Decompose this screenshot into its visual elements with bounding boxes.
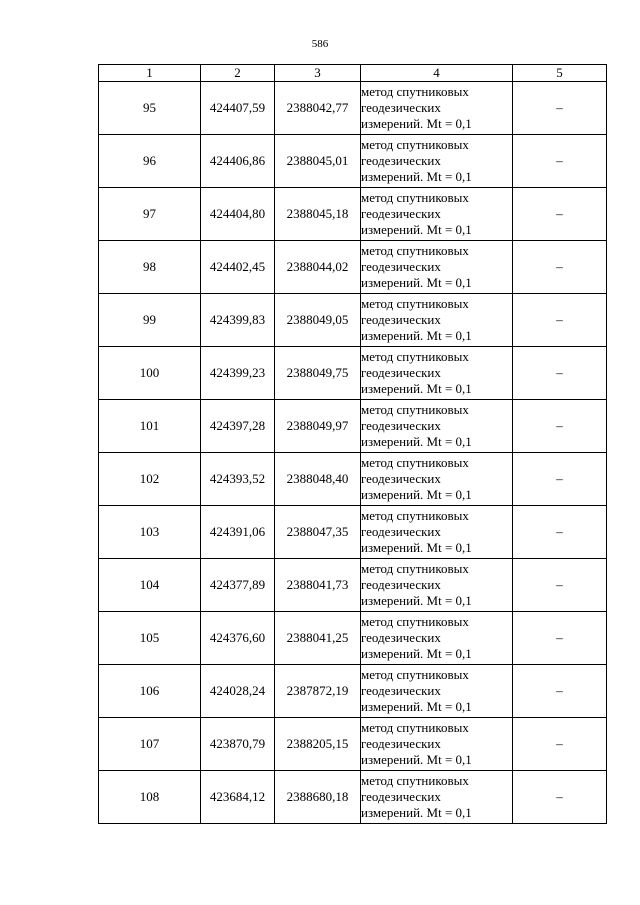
- table-body: [99, 82, 607, 824]
- method-line: измерений. Mt = 0,1: [361, 381, 472, 396]
- point-number-cell: 104: [99, 559, 201, 612]
- method-line: метод спутниковых: [361, 402, 469, 417]
- table-row: [99, 559, 607, 612]
- method-line: измерений. Mt = 0,1: [361, 487, 472, 502]
- x-coordinate-cell: 423684,12: [201, 771, 275, 824]
- x-coordinate-cell: 424399,83: [201, 294, 275, 347]
- point-number-cell: 100: [99, 347, 201, 400]
- y-coordinate-cell: 2388049,05: [275, 294, 361, 347]
- point-number-cell: 108: [99, 771, 201, 824]
- method-line: геодезических: [361, 365, 441, 380]
- y-coordinate-cell: 2388049,75: [275, 347, 361, 400]
- table-row: [99, 135, 607, 188]
- x-coordinate-cell: 424406,86: [201, 135, 275, 188]
- table-row: [99, 82, 607, 135]
- method-line: измерений. Mt = 0,1: [361, 222, 472, 237]
- method-cell: [361, 612, 513, 665]
- method-cell: [361, 294, 513, 347]
- point-number-cell: 103: [99, 506, 201, 559]
- method-cell: [361, 188, 513, 241]
- x-coordinate-cell: 424402,45: [201, 241, 275, 294]
- point-number-cell: 106: [99, 665, 201, 718]
- column-5-cell: –: [513, 82, 607, 135]
- point-number-cell: 107: [99, 718, 201, 771]
- table-row: [99, 665, 607, 718]
- y-coordinate-cell: 2388045,18: [275, 188, 361, 241]
- method-line: геодезических: [361, 153, 441, 168]
- table-row: [99, 294, 607, 347]
- header-col-5: 5: [513, 65, 607, 82]
- method-line: метод спутниковых: [361, 349, 469, 364]
- point-number-cell: 98: [99, 241, 201, 294]
- method-line: геодезических: [361, 736, 441, 751]
- point-number-cell: 102: [99, 453, 201, 506]
- point-number-cell: 105: [99, 612, 201, 665]
- y-coordinate-cell: 2387872,19: [275, 665, 361, 718]
- y-coordinate-cell: 2388041,25: [275, 612, 361, 665]
- x-coordinate-cell: 423870,79: [201, 718, 275, 771]
- method-line: геодезических: [361, 312, 441, 327]
- x-coordinate-cell: 424028,24: [201, 665, 275, 718]
- method-line: геодезических: [361, 259, 441, 274]
- method-line: геодезических: [361, 683, 441, 698]
- column-5-cell: –: [513, 506, 607, 559]
- column-5-cell: –: [513, 400, 607, 453]
- point-number-cell: 95: [99, 82, 201, 135]
- method-line: измерений. Mt = 0,1: [361, 593, 472, 608]
- x-coordinate-cell: 424404,80: [201, 188, 275, 241]
- method-line: измерений. Mt = 0,1: [361, 752, 472, 767]
- method-cell: [361, 559, 513, 612]
- column-5-cell: –: [513, 135, 607, 188]
- table-header: [99, 65, 607, 82]
- header-col-1: 1: [99, 65, 201, 82]
- method-line: метод спутниковых: [361, 773, 469, 788]
- y-coordinate-cell: 2388047,35: [275, 506, 361, 559]
- y-coordinate-cell: 2388205,15: [275, 718, 361, 771]
- method-line: измерений. Mt = 0,1: [361, 169, 472, 184]
- method-line: измерений. Mt = 0,1: [361, 699, 472, 714]
- method-cell: [361, 82, 513, 135]
- y-coordinate-cell: 2388045,01: [275, 135, 361, 188]
- column-5-cell: –: [513, 612, 607, 665]
- y-coordinate-cell: 2388042,77: [275, 82, 361, 135]
- x-coordinate-cell: 424393,52: [201, 453, 275, 506]
- method-line: измерений. Mt = 0,1: [361, 805, 472, 820]
- column-5-cell: –: [513, 559, 607, 612]
- method-line: метод спутниковых: [361, 455, 469, 470]
- page-number: 586: [311, 38, 329, 50]
- column-5-cell: –: [513, 188, 607, 241]
- y-coordinate-cell: 2388044,02: [275, 241, 361, 294]
- method-line: геодезических: [361, 418, 441, 433]
- y-coordinate-cell: 2388049,97: [275, 400, 361, 453]
- method-line: метод спутниковых: [361, 84, 469, 99]
- method-line: геодезических: [361, 524, 441, 539]
- method-line: геодезических: [361, 471, 441, 486]
- header-col-3: 3: [275, 65, 361, 82]
- y-coordinate-cell: 2388041,73: [275, 559, 361, 612]
- method-line: измерений. Mt = 0,1: [361, 275, 472, 290]
- method-line: метод спутниковых: [361, 561, 469, 576]
- table-row: [99, 241, 607, 294]
- table-row: [99, 347, 607, 400]
- method-line: измерений. Mt = 0,1: [361, 646, 472, 661]
- point-number-cell: 97: [99, 188, 201, 241]
- method-cell: [361, 506, 513, 559]
- header-col-4: 4: [361, 65, 513, 82]
- table-row: [99, 400, 607, 453]
- method-cell: [361, 665, 513, 718]
- method-line: метод спутниковых: [361, 508, 469, 523]
- method-line: метод спутниковых: [361, 296, 469, 311]
- y-coordinate-cell: 2388048,40: [275, 453, 361, 506]
- x-coordinate-cell: 424399,23: [201, 347, 275, 400]
- table-row: [99, 506, 607, 559]
- method-line: метод спутниковых: [361, 667, 469, 682]
- table-row: [99, 771, 607, 824]
- method-line: геодезических: [361, 789, 441, 804]
- header-row: [99, 65, 607, 82]
- method-line: метод спутниковых: [361, 190, 469, 205]
- method-cell: [361, 453, 513, 506]
- column-5-cell: –: [513, 718, 607, 771]
- column-5-cell: –: [513, 241, 607, 294]
- column-5-cell: –: [513, 771, 607, 824]
- method-cell: [361, 347, 513, 400]
- table-row: [99, 188, 607, 241]
- method-line: геодезических: [361, 577, 441, 592]
- header-col-2: 2: [201, 65, 275, 82]
- method-cell: [361, 135, 513, 188]
- x-coordinate-cell: 424376,60: [201, 612, 275, 665]
- method-line: измерений. Mt = 0,1: [361, 540, 472, 555]
- x-coordinate-cell: 424391,06: [201, 506, 275, 559]
- method-line: измерений. Mt = 0,1: [361, 116, 472, 131]
- x-coordinate-cell: 424407,59: [201, 82, 275, 135]
- method-cell: [361, 400, 513, 453]
- method-line: геодезических: [361, 630, 441, 645]
- x-coordinate-cell: 424377,89: [201, 559, 275, 612]
- method-line: метод спутниковых: [361, 614, 469, 629]
- method-cell: [361, 718, 513, 771]
- x-coordinate-cell: 424397,28: [201, 400, 275, 453]
- point-number-cell: 96: [99, 135, 201, 188]
- column-5-cell: –: [513, 453, 607, 506]
- method-line: геодезических: [361, 206, 441, 221]
- column-5-cell: –: [513, 665, 607, 718]
- table-row: [99, 453, 607, 506]
- coordinates-table: [98, 64, 607, 824]
- column-5-cell: –: [513, 294, 607, 347]
- table-row: [99, 612, 607, 665]
- point-number-cell: 101: [99, 400, 201, 453]
- point-number-cell: 99: [99, 294, 201, 347]
- column-5-cell: –: [513, 347, 607, 400]
- method-line: метод спутниковых: [361, 720, 469, 735]
- method-cell: [361, 771, 513, 824]
- table-row: [99, 718, 607, 771]
- method-line: измерений. Mt = 0,1: [361, 328, 472, 343]
- y-coordinate-cell: 2388680,18: [275, 771, 361, 824]
- method-line: метод спутниковых: [361, 243, 469, 258]
- method-line: геодезических: [361, 100, 441, 115]
- method-line: измерений. Mt = 0,1: [361, 434, 472, 449]
- method-line: метод спутниковых: [361, 137, 469, 152]
- method-cell: [361, 241, 513, 294]
